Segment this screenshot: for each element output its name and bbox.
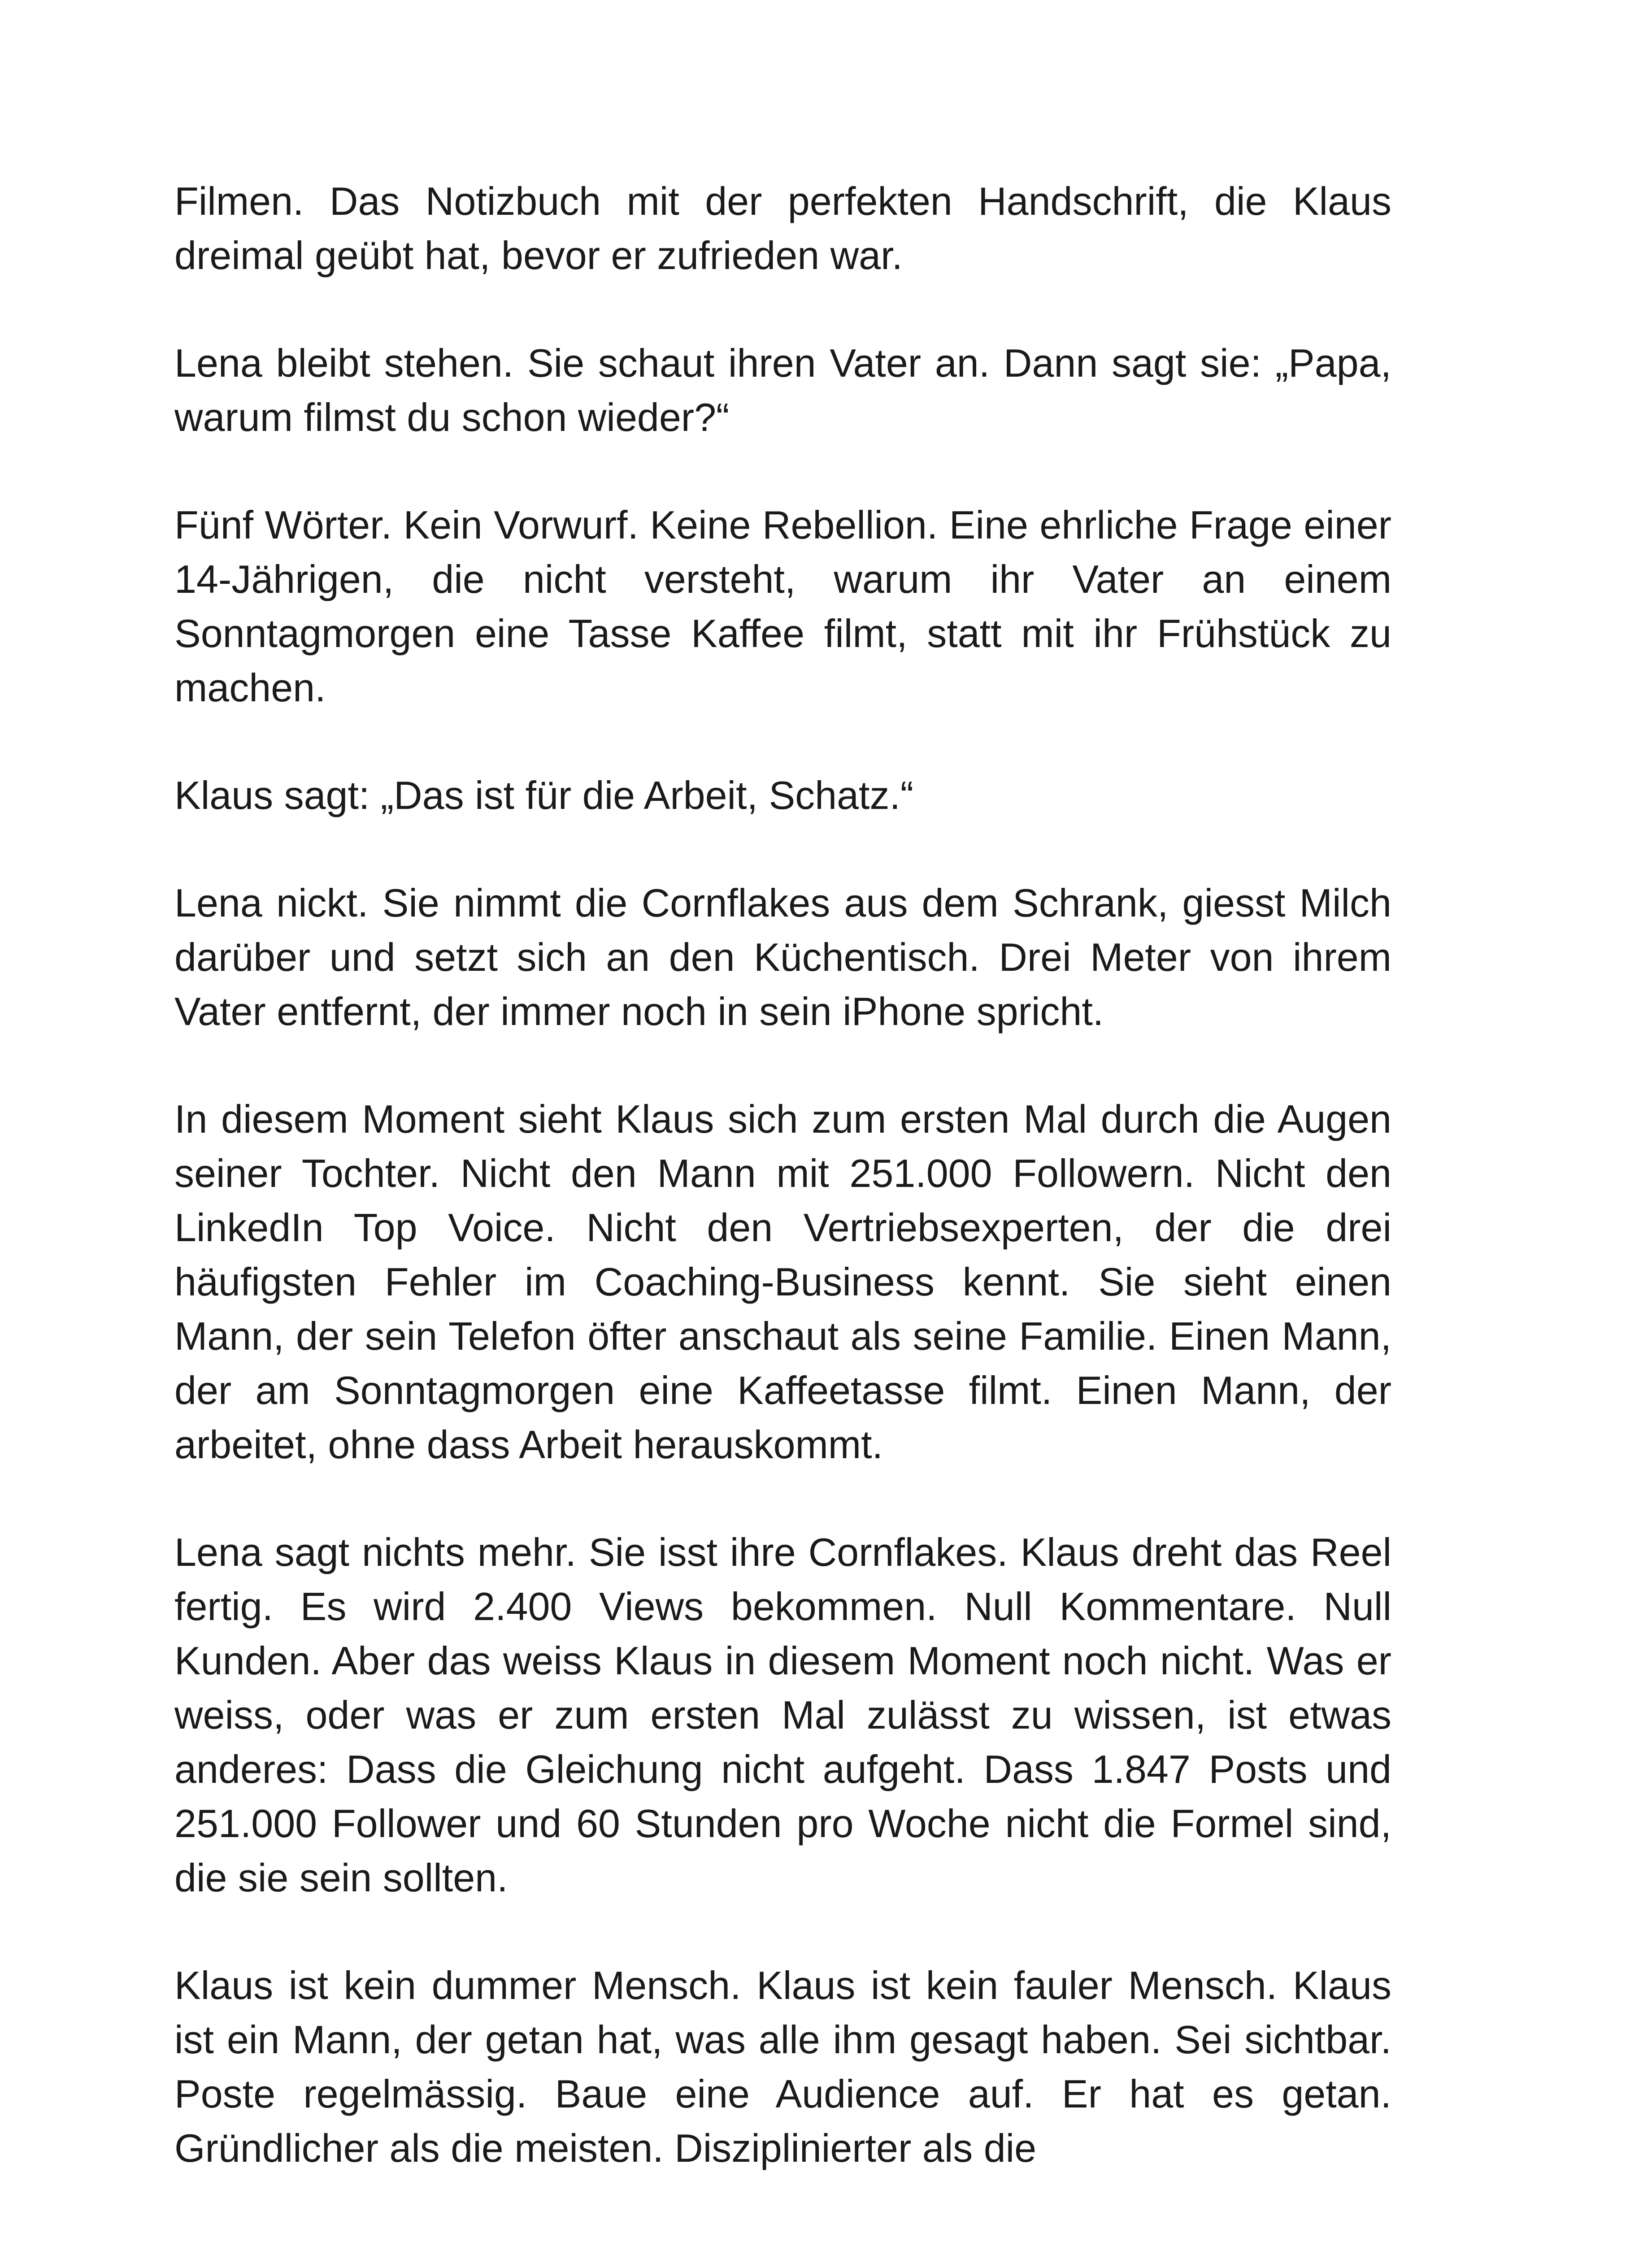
body-text (174, 174, 1391, 2175)
paragraph-1: Filmen. Das Notizbuch mit der perfekten Handschrift, die Klaus dreimal geübt hat, bevor er zufrieden war. (174, 179, 1391, 278)
paragraph-2: Lena bleibt stehen. Sie schaut ihren Vater an. Dann sagt sie: „Papa, warum filmst du schon wieder?“ (174, 341, 1391, 439)
paragraph-7: Lena sagt nichts mehr. Sie isst ihre Cornflakes. Klaus dreht das Reel fertig. Es wird 2.400 Views bekommen. Null Kommentare. Null Kunden. Aber das weiss Klaus in diesem Moment noch nicht. Was er weiss, oder was er zum ersten Mal zulässt zu wissen, ist etwas anderes: Dass die Gleichung nicht aufgeht. Dass 1.847 Posts und 251.000 Follower und 60 Stunden pro Woche nicht die Formel sind, die sie sein sollten. (174, 1530, 1391, 1900)
paragraph-6: In diesem Moment sieht Klaus sich zum ersten Mal durch die Augen seiner Tochter. Nicht den Mann mit 251.000 Followern. Nicht den LinkedIn Top Voice. Nicht den Vertriebsexperten, der die drei häufigsten Fehler im Coaching-Business kennt. Sie sieht einen Mann, der sein Telefon öfter anschaut als seine Familie. Einen Mann, der am Sonntagmorgen eine Kaffeetasse filmt. Einen Mann, der arbeitet, ohne dass Arbeit herauskommt. (174, 1097, 1391, 1467)
paragraph-8: Klaus ist kein dummer Mensch. Klaus ist kein fauler Mensch. Klaus ist ein Mann, der getan hat, was alle ihm gesagt haben. Sei sichtbar. Poste regelmässig. Baue eine Audience auf. Er hat es getan. Gründlicher als die meisten. Disziplinierter als die (174, 1963, 1391, 2170)
paragraph-5: Lena nickt. Sie nimmt die Cornflakes aus dem Schrank, giesst Milch darüber und setzt sich an den Küchentisch. Drei Meter von ihrem Vater entfernt, der immer noch in sein iPhone spricht. (174, 881, 1391, 1034)
paragraph-4: Klaus sagt: „Das ist für die Arbeit, Schatz.“ (174, 773, 914, 817)
paragraph-3: Fünf Wörter. Kein Vorwurf. Keine Rebellion. Eine ehrliche Frage einer 14-Jährigen, die nicht versteht, warum ihr Vater an einem Sonntagmorgen eine Tasse Kaffee filmt, statt mit ihr Frühstück zu machen. (174, 503, 1391, 710)
